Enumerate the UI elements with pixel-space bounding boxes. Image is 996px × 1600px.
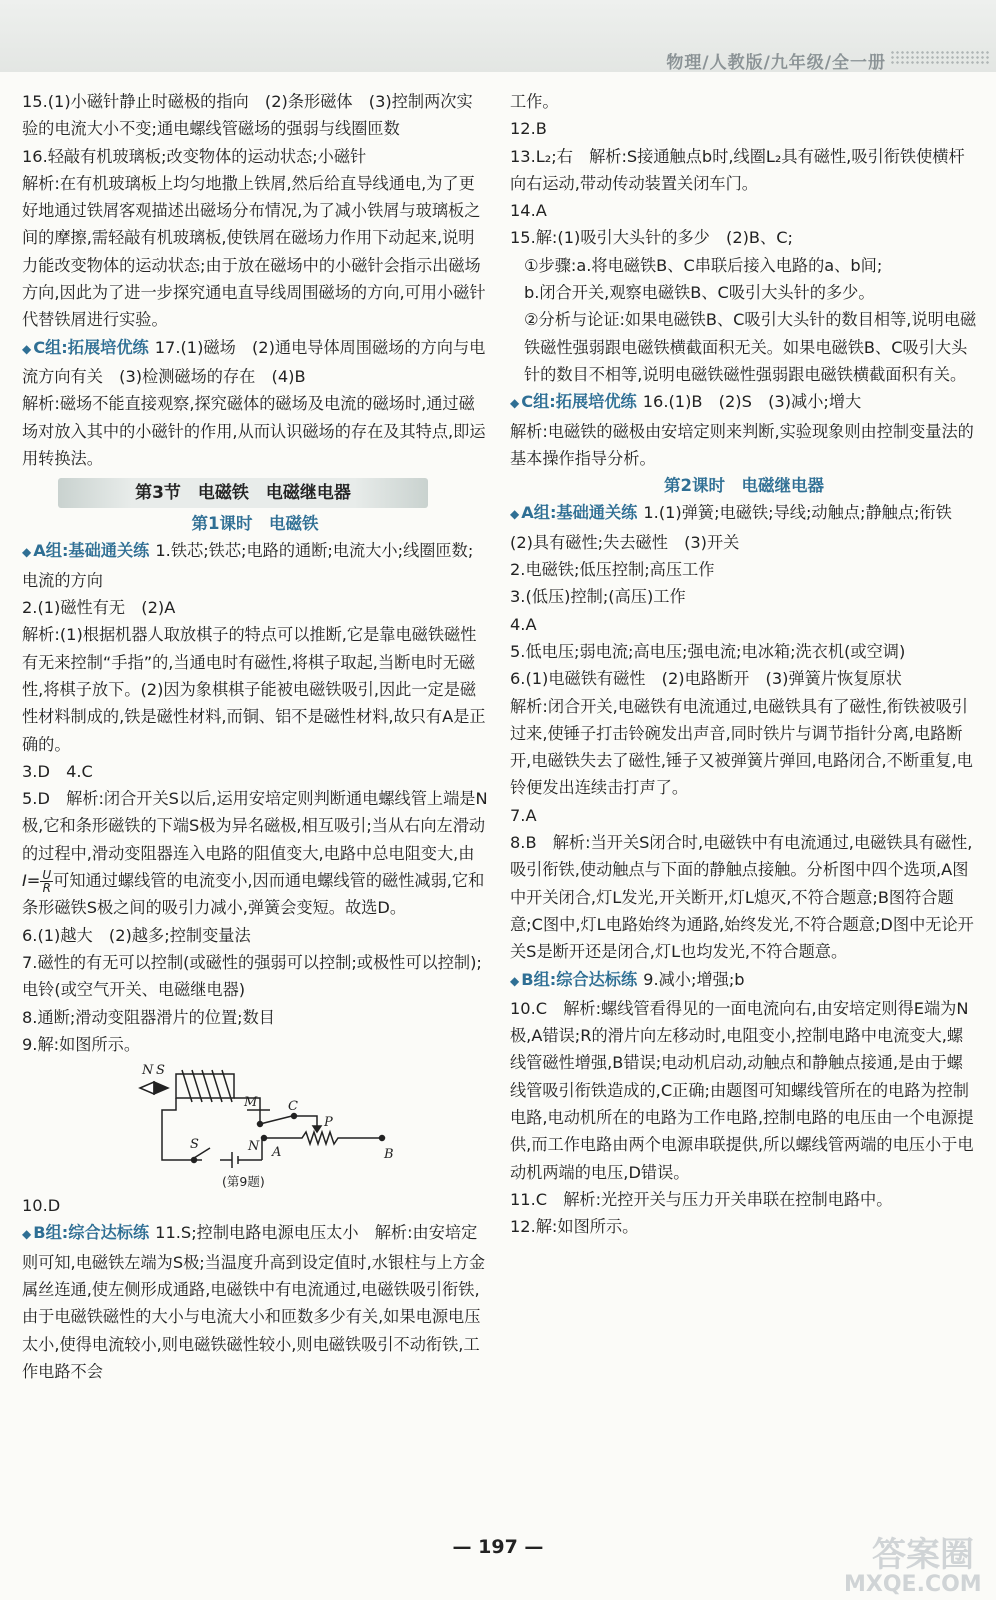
diamond-icon: ◆ xyxy=(22,341,32,356)
paragraph-text: 解析:电磁铁的磁极由安培定则来判断,实验现象则由控制变量法的基本操作指导分析。 xyxy=(510,421,974,468)
paragraph-text: 5.低电压;弱电流;高电压;强电流;电冰箱;洗衣机(或空调) xyxy=(510,641,906,661)
answer-item xyxy=(22,1192,488,1219)
right-blocks-2 xyxy=(510,499,978,1240)
group-item xyxy=(22,1219,488,1385)
analysis-paragraph xyxy=(510,693,978,802)
diamond-icon: ◆ xyxy=(510,973,520,988)
diamond-icon: ◆ xyxy=(510,507,520,522)
diamond-icon: ◆ xyxy=(22,545,32,560)
paragraph-text: 解析:磁场不能直接观察,探究磁体的磁场及电流的磁场时,通过磁场对放入其中的小磁针的作用,从而认识磁场的存在及其特点,即运用转换法。 xyxy=(22,394,486,468)
group-item xyxy=(510,499,978,556)
label-s: S xyxy=(156,1063,165,1079)
sub-paragraph xyxy=(510,252,978,279)
analysis-paragraph xyxy=(22,170,488,334)
analysis-paragraph xyxy=(510,418,978,473)
paragraph-text: 12.解:如图所示。 xyxy=(510,1217,639,1237)
right-blocks-1 xyxy=(510,88,978,472)
answer-item xyxy=(510,556,978,583)
answer-item xyxy=(22,143,488,170)
group-label-text: C组:拓展培优练 xyxy=(33,337,149,357)
watermark-line2: MXQE.COM xyxy=(844,1572,982,1597)
answer-item xyxy=(510,802,978,829)
group-item xyxy=(510,388,978,417)
sub-paragraph xyxy=(510,279,978,306)
paragraph-text: ①步骤:a.将电磁铁B、C串联后接入电路的a、b间; xyxy=(524,255,883,275)
paragraph-text: 3.D 4.C xyxy=(22,761,93,781)
label-b: B xyxy=(384,1147,394,1163)
paragraph-text: 2.(1)磁性有无 (2)A xyxy=(22,598,176,618)
diamond-icon: ◆ xyxy=(510,396,520,411)
answer-item xyxy=(510,1186,978,1213)
formula-lhs: I= xyxy=(22,871,41,891)
paragraph-text: 6.(1)越大 (2)越多;控制变量法 xyxy=(22,925,251,945)
paragraph-text: 1.铁芯;铁芯;电路的通断;电流大小;线圈匝数;电流的方向 xyxy=(22,541,474,590)
paragraph-text: 1.(1)弹簧;电磁铁;导线;动触点;静触点;衔铁 (2)具有磁性;失去磁性 (3)开关 xyxy=(510,503,969,552)
answer-item xyxy=(22,758,488,785)
answer-item xyxy=(510,583,978,610)
paragraph-text: 13.L₂;右 解析:S接通触点b时,线圈L₂具有磁性,吸引衔铁使横杆向右运动,带动传动装置关闭车门。 xyxy=(510,146,965,193)
paragraph-text: 17.(1)磁场 (2)通电导体周围磁场的方向与电流方向有关 (3)检测磁场的存在 (4)B xyxy=(22,337,486,386)
analysis-paragraph xyxy=(22,621,488,757)
group-item xyxy=(510,966,978,995)
group-label xyxy=(510,499,637,528)
label-n: N xyxy=(142,1063,154,1079)
group-label-text: B组:综合达标练 xyxy=(33,1223,150,1243)
label-n2: N xyxy=(248,1139,260,1155)
paragraph-text: 9.减小;增强;b xyxy=(643,969,745,989)
group-label xyxy=(22,537,149,566)
answer-item xyxy=(22,1031,488,1058)
item-5 xyxy=(22,785,488,921)
paragraph-text: 4.A xyxy=(510,614,537,634)
analysis-paragraph xyxy=(22,390,488,472)
rheostat-resistor xyxy=(264,1132,382,1144)
label-m: M xyxy=(244,1095,258,1111)
left-blocks-4 xyxy=(22,1192,488,1385)
paragraph-text: 15.解:(1)吸引大头针的多少 (2)B、C; xyxy=(510,228,793,248)
watermark-line1: 答案圈 xyxy=(872,1535,974,1575)
label-p: P xyxy=(324,1115,333,1131)
right-column xyxy=(510,88,978,1240)
group-label xyxy=(22,334,149,363)
answer-item xyxy=(510,115,978,142)
lesson-title: 第1课时 电磁铁 xyxy=(191,514,319,534)
coil-windings xyxy=(182,1070,232,1102)
formula-denominator: R xyxy=(42,881,51,896)
paragraph-text: 12.B xyxy=(510,119,547,139)
answer-item xyxy=(510,995,978,1186)
answer-item xyxy=(510,224,978,251)
left-column xyxy=(22,88,488,1385)
group-item xyxy=(22,334,488,391)
answer-item xyxy=(510,665,978,692)
answer-item xyxy=(510,638,978,665)
watermark-logo xyxy=(844,1535,982,1597)
figure-caption: (第9题) xyxy=(222,1174,265,1190)
answer-item xyxy=(510,88,978,115)
answer-item xyxy=(510,1213,978,1240)
answer-item xyxy=(22,922,488,949)
group-label xyxy=(22,1219,149,1248)
left-blocks-2 xyxy=(22,537,488,785)
left-blocks-1 xyxy=(22,88,488,472)
section-title: 第3节 电磁铁 电磁继电器 xyxy=(58,478,428,508)
lesson-title-2: 第2课时 电磁继电器 xyxy=(664,476,824,496)
group-label xyxy=(510,966,637,995)
page-number: — 197 — xyxy=(452,1536,544,1558)
label-c: C xyxy=(288,1099,298,1115)
paragraph-text: 解析:闭合开关,电磁铁有电流通过,电磁铁具有了磁性,衔铁被吸引过来,使锤子打击铃碗发出声音,同时铁片与调节指针分离,电路断开,电磁铁失去了磁性,锤子又被弹簧片弹回,电路闭合,不断重复,电铃便发出连续击打声了。 xyxy=(510,696,973,798)
paragraph-text: 10.D xyxy=(22,1196,61,1216)
answer-item xyxy=(510,829,978,965)
label-switch: S xyxy=(190,1137,199,1153)
group-label-text: A组:基础通关练 xyxy=(521,503,638,523)
paragraph-text: 16.轻敲有机玻璃板;改变物体的运动状态;小磁针 xyxy=(22,146,367,166)
diamond-icon: ◆ xyxy=(22,1227,32,1242)
running-header: 物理/人教版/九年级/全一册 xyxy=(666,53,886,73)
paragraph-text: 6.(1)电磁铁有磁性 (2)电路断开 (3)弹簧片恢复原状 xyxy=(510,669,902,689)
paragraph-text: 16.(1)B (2)S (3)减小;增大 xyxy=(642,392,862,412)
paragraph-text: ②分析与论证:如果电磁铁B、C吸引大头针的数目相等,说明电磁铁磁性强弱跟电磁铁横截面积无关。如果电磁铁B、C吸引大头针的数目不相等,说明电磁铁磁性强弱跟电磁铁横截面积有关。 xyxy=(524,310,977,384)
paragraph-text: 7.A xyxy=(510,805,537,825)
item-5-text-b: 可知通过螺线管的电流变小,因而通电螺线管的磁性减弱,它和条形磁铁S极之间的吸引力减小,弹簧会变短。故选D。 xyxy=(22,871,485,918)
group-label xyxy=(510,388,637,417)
paragraph-text: b.闭合开关,观察电磁铁B、C吸引大头针的多少。 xyxy=(524,283,875,303)
paragraph-text: 工作。 xyxy=(510,92,559,111)
paragraph-text: 8.B 解析:当开关S闭合时,电磁铁中有电流通过,电磁铁具有磁性,吸引衔铁,使动触点与下面的静触点接触。分析图中四个选项,A图中开关闭合,灯L发光,开关断开,灯L熄灭,不符合题意;B图符合题意;C图中,灯L电路始终为通路,始终发光,不符合题意;D图中无论开关S是断开还是闭合,灯L也均发光,不符合题意。 xyxy=(510,833,974,962)
item-5-text-a: 5.D 解析:闭合开关S以后,运用安培定则判断通电螺线管上端是N极,它和条形磁铁的下端S极为异名磁极,相互吸引;当从右向左滑动的过程中,滑动变阻器连入电路的阻值变大,电路中总电阻变大,由 xyxy=(22,789,488,863)
answer-item xyxy=(22,949,488,1004)
paragraph-text: 10.C 解析:螺线管看得见的一面电流向右,由安培定则得E端为N极,A错误;R的滑片向左移动时,电阻变小,控制电路中电流变大,螺线管磁性增强,B错误;电动机启动,动触点和静触点接通,是由于螺线管吸引衔铁造成的,C正确;由题图可知螺线管所在的电路为控制电路,电动机所在的电路为工作电路,控制电路的电压由一个电源提供,而工作电路由两个电源串联提供,所以螺线管两端的电压小于电动机两端的电压,D错误。 xyxy=(510,998,974,1182)
paragraph-text: 8.通断;滑动变阻器滑片的位置;数目 xyxy=(22,1007,275,1027)
group-item xyxy=(22,537,488,594)
paragraph-text: 15.(1)小磁针静止时磁极的指向 (2)条形磁体 (3)控制两次实验的电流大小不变;通电螺线管磁场的强弱与线圈匝数 xyxy=(22,92,473,139)
paragraph-text: 11.C 解析:光控开关与压力开关串联在控制电路中。 xyxy=(510,1189,893,1209)
group-label-text: B组:综合达标练 xyxy=(521,969,638,989)
paragraph-text: 解析:在有机玻璃板上均匀地撒上铁屑,然后给直导线通电,为了更好地通过铁屑客观描述出磁场分布情况,为了减小铁屑与玻璃板之间的摩擦,需轻敲有机玻璃板,使铁屑在磁场力作用下动起来,说明力能改变物体的运动状态;由于放在磁场中的小磁针会指示出磁场方向,因此为了进一步探究通电直导线周围磁场的方向,可用小磁针代替铁屑进行实验。 xyxy=(22,173,486,330)
group-label-text: A组:基础通关练 xyxy=(33,541,150,561)
compass-needle-icon xyxy=(140,1082,154,1094)
answer-item xyxy=(510,197,978,224)
formula-numerator: U xyxy=(42,868,52,883)
paragraph-text: 7.磁性的有无可以控制(或磁性的强弱可以控制;或极性可以控制);电铃(或空气开关、电磁继电器) xyxy=(22,952,482,1000)
label-a: A xyxy=(272,1145,282,1161)
paragraph-text: 解析:(1)根据机器人取放棋子的特点可以推断,它是靠电磁铁磁性有无来控制“手指”的,当通电时有磁性,将棋子取起,当断电时无磁性,将棋子放下。(2)因为象棋棋子能被电磁铁吸引,因此一定是磁性材料制成的,铁是磁性材料,而铜、铝不是磁性材料,故只有A是正确的。 xyxy=(22,625,486,754)
left-blocks-3 xyxy=(22,922,488,1058)
circuit-diagram xyxy=(132,1060,402,1172)
paragraph-text: 11.S;控制电路电源电压太小 解析:由安培定则可知,电磁铁左端为S极;当温度升高到设定值时,水银柱与上方金属丝连通,使左侧形成通路,电磁铁中有电流通过,电磁铁吸引衔铁,由于电磁铁磁性的大小与电流大小和匝数多少有关,如果电源电压太小,使得电流较小,则电磁铁磁性较小,则电磁铁吸引不动衔铁,工作电路不会 xyxy=(22,1223,486,1381)
paragraph-text: 9.解:如图所示。 xyxy=(22,1034,141,1054)
paragraph-text: 2.电磁铁;低压控制;高压工作 xyxy=(510,560,715,580)
answer-item xyxy=(510,611,978,638)
formula-fraction xyxy=(40,869,53,894)
answer-item xyxy=(22,1004,488,1031)
answer-item xyxy=(22,88,488,143)
answer-item xyxy=(22,594,488,621)
answer-item xyxy=(510,143,978,198)
sub-paragraph xyxy=(510,306,978,388)
group-label-text: C组:拓展培优练 xyxy=(521,392,637,412)
paragraph-text: 3.(低压)控制;(高压)工作 xyxy=(510,587,686,607)
paragraph-text: 14.A xyxy=(510,201,547,221)
header-dot-pattern xyxy=(890,50,990,66)
